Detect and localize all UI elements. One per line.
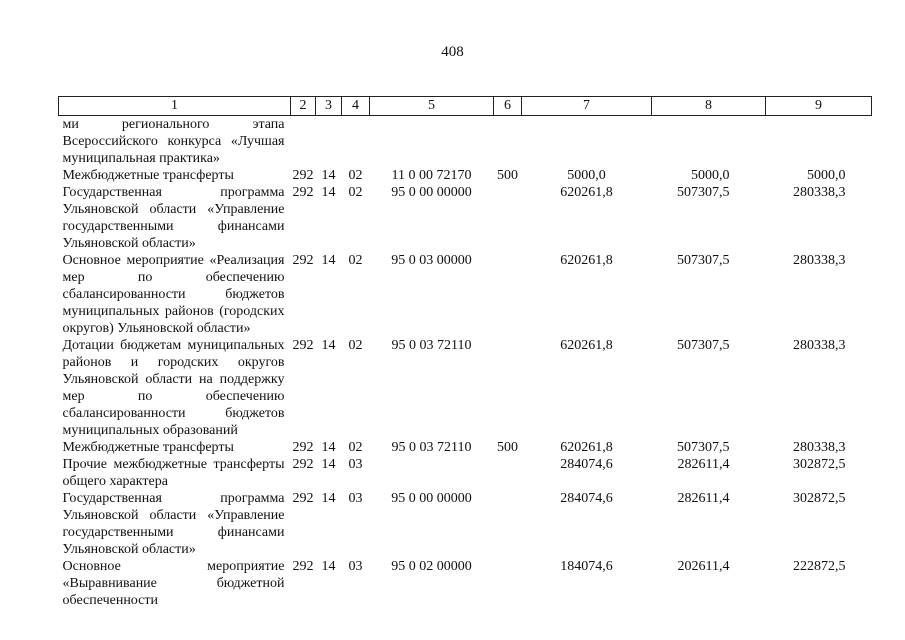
row-name: Дотации бюджетам муниципальных районов и городских округов Ульяновской области на поддержку мер по обеспечению сбалансированности бюджетов муниципальных образований <box>62 338 285 438</box>
cell-value-8: 507307,5 <box>677 253 730 268</box>
cell-value-7 <box>522 116 652 168</box>
cell-code: 292 <box>292 440 314 455</box>
column-header: 6 <box>494 97 522 116</box>
page-number: 408 <box>441 44 464 60</box>
table-row <box>59 184 872 252</box>
cell-expense-type: 500 <box>497 440 518 455</box>
cell-value-9: 222872,5 <box>793 559 846 574</box>
cell-target: 95 0 00 00000 <box>391 491 472 506</box>
column-header: 8 <box>652 97 766 116</box>
cell-value-7: 620261,8 <box>560 185 613 200</box>
column-header: 4 <box>342 97 370 116</box>
cell-expense-type <box>494 456 522 490</box>
cell-section: 14 <box>321 253 336 268</box>
cell-code: 292 <box>292 253 314 268</box>
cell-value-7: 620261,8 <box>560 338 613 353</box>
table-row <box>59 558 872 609</box>
cell-value-9: 280338,3 <box>793 185 846 200</box>
cell-value-7: 5000,0 <box>567 168 606 183</box>
cell-subsection: 02 <box>348 253 363 268</box>
cell-target <box>370 116 494 168</box>
cell-value-8: 282611,4 <box>677 491 730 506</box>
cell-target: 11 0 00 72170 <box>391 168 472 183</box>
table-row <box>59 456 872 490</box>
cell-value-9: 280338,3 <box>793 253 846 268</box>
cell-value-8: 507307,5 <box>677 185 730 200</box>
cell-section: 14 <box>321 338 336 353</box>
column-header: 9 <box>766 97 872 116</box>
row-name: Основное мероприятие «Реализация мер по обеспечению сбалансированности бюджетов муниципальных районов (городских округов) Ульяновской области» <box>62 253 285 336</box>
cell-value-8: 202611,4 <box>677 559 730 574</box>
row-name: Государственная программа Ульяновской области «Управление государственными финансами Ульяновской области» <box>62 185 285 251</box>
cell-section: 14 <box>321 440 336 455</box>
cell-target: 95 0 03 72110 <box>391 440 472 455</box>
row-name: ми регионального этапа Всероссийского конкурса «Лучшая муниципальная практика» <box>62 117 285 166</box>
cell-code <box>291 116 316 168</box>
cell-value-7: 184074,6 <box>560 559 613 574</box>
cell-code: 292 <box>292 168 314 183</box>
cell-value-9: 302872,5 <box>793 457 846 472</box>
cell-subsection: 03 <box>348 491 363 506</box>
cell-value-9: 302872,5 <box>793 491 846 506</box>
cell-target: 95 0 03 72110 <box>391 338 472 353</box>
cell-section: 14 <box>321 185 336 200</box>
cell-subsection: 03 <box>348 457 363 472</box>
cell-value-8: 507307,5 <box>677 440 730 455</box>
table-row <box>59 252 872 337</box>
cell-expense-type <box>494 337 522 439</box>
cell-expense-type <box>494 490 522 558</box>
row-name: Прочие межбюджетные трансферты общего характера <box>62 457 285 489</box>
cell-value-7: 620261,8 <box>560 440 613 455</box>
cell-value-9: 280338,3 <box>793 440 846 455</box>
cell-subsection: 02 <box>348 168 363 183</box>
cell-expense-type <box>494 184 522 252</box>
row-name: Основное мероприятие «Выравнивание бюджетной обеспеченности <box>62 559 285 608</box>
cell-value-9: 280338,3 <box>793 338 846 353</box>
row-name: Межбюджетные трансферты <box>62 440 234 455</box>
column-header: 2 <box>291 97 316 116</box>
cell-value-9 <box>766 116 872 168</box>
cell-section: 14 <box>321 491 336 506</box>
cell-expense-type <box>494 116 522 168</box>
table-row <box>59 116 872 168</box>
column-header: 5 <box>370 97 494 116</box>
cell-target: 95 0 02 00000 <box>391 559 472 574</box>
cell-value-7: 620261,8 <box>560 253 613 268</box>
table-row <box>59 337 872 439</box>
budget-table <box>58 96 872 609</box>
cell-section: 14 <box>321 457 336 472</box>
cell-code: 292 <box>292 185 314 200</box>
table-row <box>59 490 872 558</box>
row-name: Межбюджетные трансферты <box>62 168 234 183</box>
table-row <box>59 439 872 456</box>
cell-section: 14 <box>321 168 336 183</box>
cell-value-8: 507307,5 <box>677 338 730 353</box>
table-header-row <box>59 97 872 116</box>
cell-subsection: 03 <box>348 559 363 574</box>
cell-target: 95 0 03 00000 <box>391 253 472 268</box>
cell-expense-type <box>494 558 522 609</box>
cell-value-9: 5000,0 <box>807 168 846 183</box>
cell-code: 292 <box>292 338 314 353</box>
cell-code: 292 <box>292 491 314 506</box>
cell-subsection <box>342 116 370 168</box>
cell-code: 292 <box>292 457 314 472</box>
cell-code: 292 <box>292 559 314 574</box>
cell-target: 95 0 00 00000 <box>391 185 472 200</box>
cell-subsection: 02 <box>348 185 363 200</box>
cell-subsection: 02 <box>348 440 363 455</box>
cell-value-8: 5000,0 <box>691 168 730 183</box>
cell-section <box>316 116 342 168</box>
cell-target <box>370 456 494 490</box>
table-row <box>59 167 872 184</box>
cell-value-7: 284074,6 <box>560 491 613 506</box>
cell-value-8 <box>652 116 766 168</box>
cell-value-7: 284074,6 <box>560 457 613 472</box>
cell-expense-type: 500 <box>497 168 518 183</box>
column-header: 3 <box>316 97 342 116</box>
cell-value-8: 282611,4 <box>677 457 730 472</box>
cell-subsection: 02 <box>348 338 363 353</box>
cell-expense-type <box>494 252 522 337</box>
row-name: Государственная программа Ульяновской области «Управление государственными финансами Ульяновской области» <box>62 491 285 557</box>
column-header: 7 <box>522 97 652 116</box>
column-header: 1 <box>59 97 291 116</box>
cell-section: 14 <box>321 559 336 574</box>
